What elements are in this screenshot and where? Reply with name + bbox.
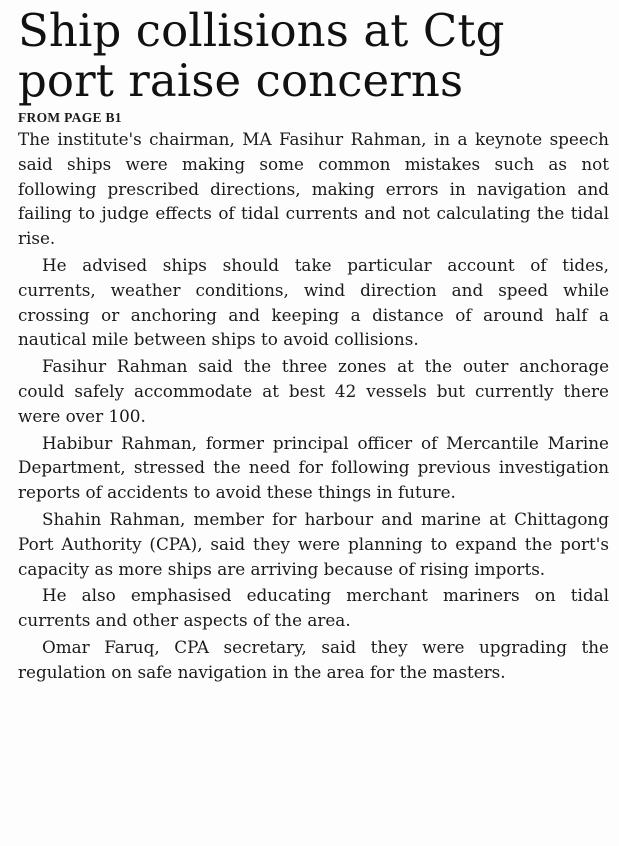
article-body xyxy=(18,127,609,685)
paragraph-3: Fasihur Rahman said the three zones at the outer anchorage could safely accommodate at best 42 vessels but currently there were over 100. xyxy=(18,356,609,426)
paragraph-5: Shahin Rahman, member for harbour and marine at Chittagong Port Authority (CPA), said they were planning to expand the port's capacity as more ships are arriving because of rising imports. xyxy=(18,508,609,579)
paragraph-1: The institute's chairman, MA Fasihur Rahman, in a keynote speech said ships were making some common mistakes such as not following prescribed directions, making errors in navigation and failing to judge effects of tidal currents and not calculating the tidal rise. xyxy=(18,129,609,249)
headline-line-2: port raise concerns xyxy=(18,54,464,107)
paragraph-2: He advised ships should take particular account of tides, currents, weather conditions, wind direction and speed while crossing or anchoring and keeping a distance of around half a nautical mile between ships to avoid collisions. xyxy=(18,254,609,350)
paragraph-4: Habibur Rahman, former principal officer of Mercantile Marine Department, stressed the need for following previous investigation reports of accidents to avoid these things in future. xyxy=(18,432,609,503)
jump-label: FROM PAGE B1 xyxy=(18,110,122,125)
headline xyxy=(18,6,609,106)
paragraph-7: Omar Faruq, CPA secretary, said they were upgrading the regulation on safe navigation in the area for the masters. xyxy=(18,636,609,682)
paragraph-6: He also emphasised educating merchant mariners on tidal currents and other aspects of the area. xyxy=(18,585,609,631)
headline-line-1: Ship collisions at Ctg xyxy=(18,4,505,57)
